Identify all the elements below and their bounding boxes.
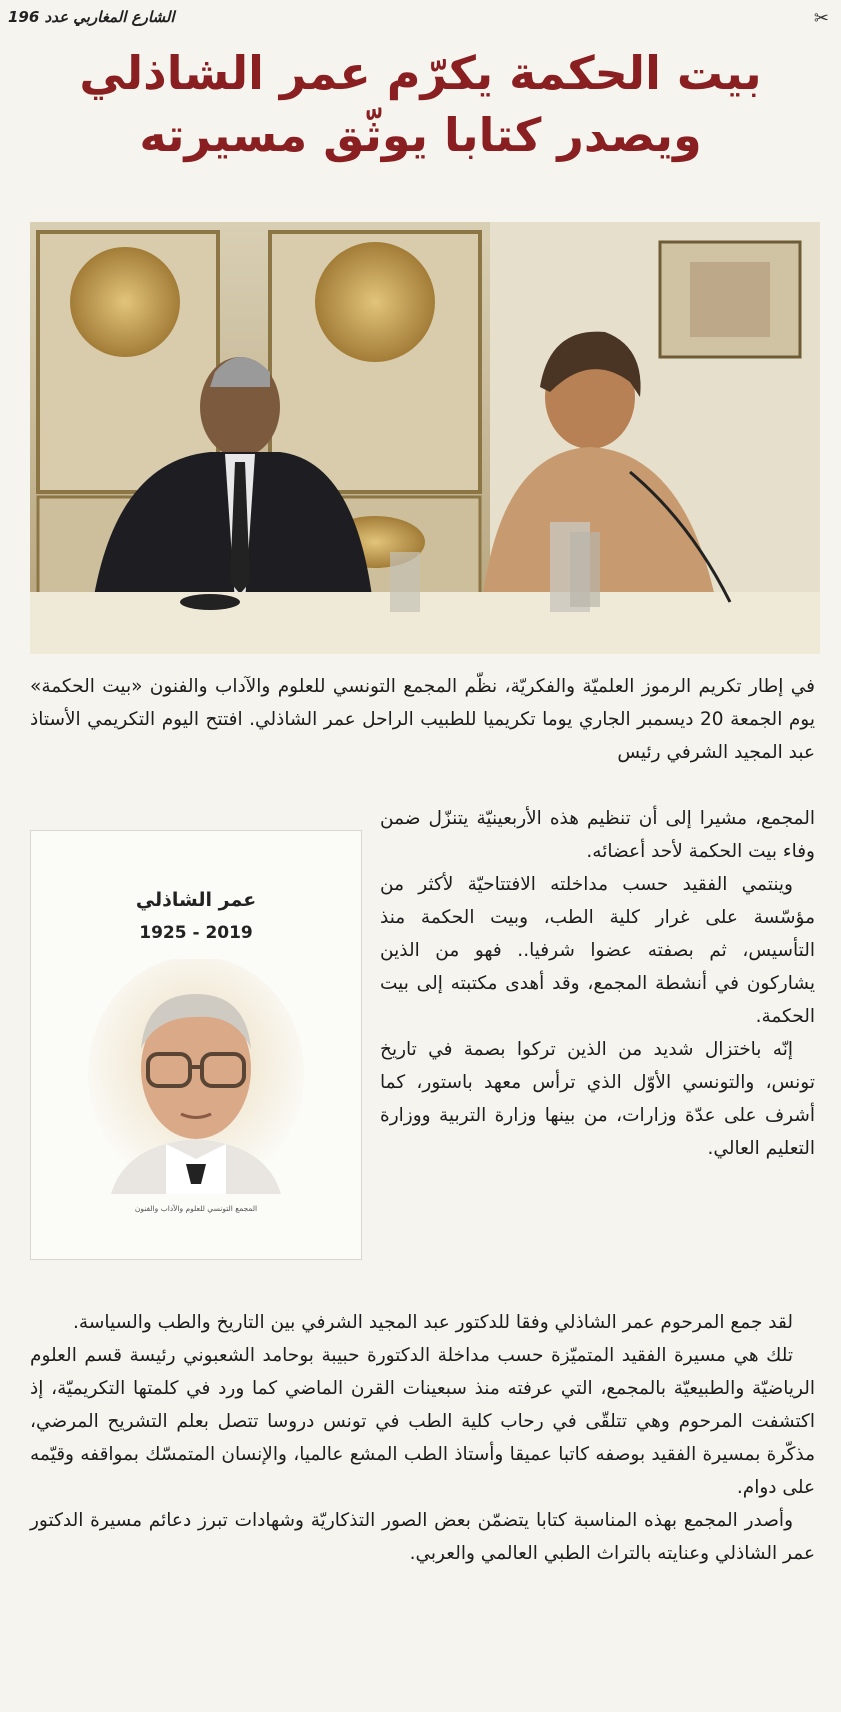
headline-line-2: ويصدر كتابا يوثّق مسيرته xyxy=(139,108,702,162)
book-cover-years: 1925 - 2019 xyxy=(139,923,253,943)
header-line xyxy=(8,8,833,28)
paragraph-3-text: إنّه باختزال شديد من الذين تركوا بصمة في تاريخ تونس، والتونسي الأوّل الذي ترأس معهد باستور، كما أشرف على عدّة وزارات، من بينها وزارة التربية ووزارة التعليم العالي. xyxy=(380,1039,815,1159)
book-cover xyxy=(30,830,362,1260)
paragraph-1-text: في إطار تكريم الرموز العلميّة والفكريّة، نظّم المجمع التونسي للعلوم والآداب والفنون «بيت الحكمة» يوم الجمعة 20 ديسمبر الجاري يوما تكريميا للطبيب الراحل عمر الشاذلي. افتتح اليوم التكريمي الأستاذ عبد المجيد الشرفي رئيس xyxy=(30,676,815,763)
scissors-icon: ✂ xyxy=(813,8,829,29)
article-column xyxy=(380,802,815,1165)
ceremony-photo xyxy=(30,222,820,654)
headline xyxy=(40,42,801,166)
issue-label: الشارع المغاربي عدد 196 xyxy=(8,8,175,26)
article-bottom xyxy=(30,1306,815,1570)
paragraph-4-text: لقد جمع المرحوم عمر الشاذلي وفقا للدكتور عبد المجيد الشرفي بين التاريخ والطب والسياسة. xyxy=(73,1312,793,1333)
book-cover-name: عمر الشاذلي xyxy=(135,889,257,911)
paragraph-5-text: تلك هي مسيرة الفقيد المتميّزة حسب مداخلة الدكتورة حبيبة بوحامد الشعبوني رئيسة قسم العلوم الرياضيّة والطبيعيّة بالمجمع، التي عرفته منذ سبعينات القرن الماضي كما ورد في كلمتها التكريميّة، إذ اكتشفت المرحوم وهي تتلقّى في رحاب كلية الطب في تونس دروسا تتصل بعلم التشريح المرضي، مذكّرة بمسيرة الفقيد بوصفه كاتبا عميقا وأستاذ الطب المشع عالميا، والإنسان المتمسّك بمواقفه وقيّمه على دوام. xyxy=(30,1345,815,1498)
portrait-icon xyxy=(86,959,306,1194)
ceremony-photo-icon xyxy=(30,222,820,654)
article-paragraph-1 xyxy=(30,670,815,769)
paragraph-2-text: وينتمي الفقيد حسب مداخلته الافتتاحيّة لأكثر من مؤسّسة على غرار كلية الطب، وبيت الحكمة منذ التأسيس، ثم بصفته عضوا شرفيا.. فهو من الذين يشاركون في أنشطة المجمع، وقد أهدى مكتبته إلى بيت الحكمة. xyxy=(380,874,815,1027)
paragraph-1b-text: المجمع، مشيرا إلى أن تنظيم هذه الأربعينيّة يتنزّل ضمن وفاء بيت الحكمة لأحد أعضائه. xyxy=(380,808,815,862)
book-cover-publisher: المجمع التونسي للعلوم والآداب والفنون xyxy=(134,1204,258,1213)
paragraph-6-text: وأصدر المجمع بهذه المناسبة كتابا يتضمّن بعض الصور التذكاريّة وشهادات تبرز دعائم مسيرة الدكتور عمر الشاذلي وعنايته بالتراث الطبي العالمي والعربي. xyxy=(30,1510,815,1564)
headline-line-1: بيت الحكمة يكرّم عمر الشاذلي xyxy=(79,46,762,100)
